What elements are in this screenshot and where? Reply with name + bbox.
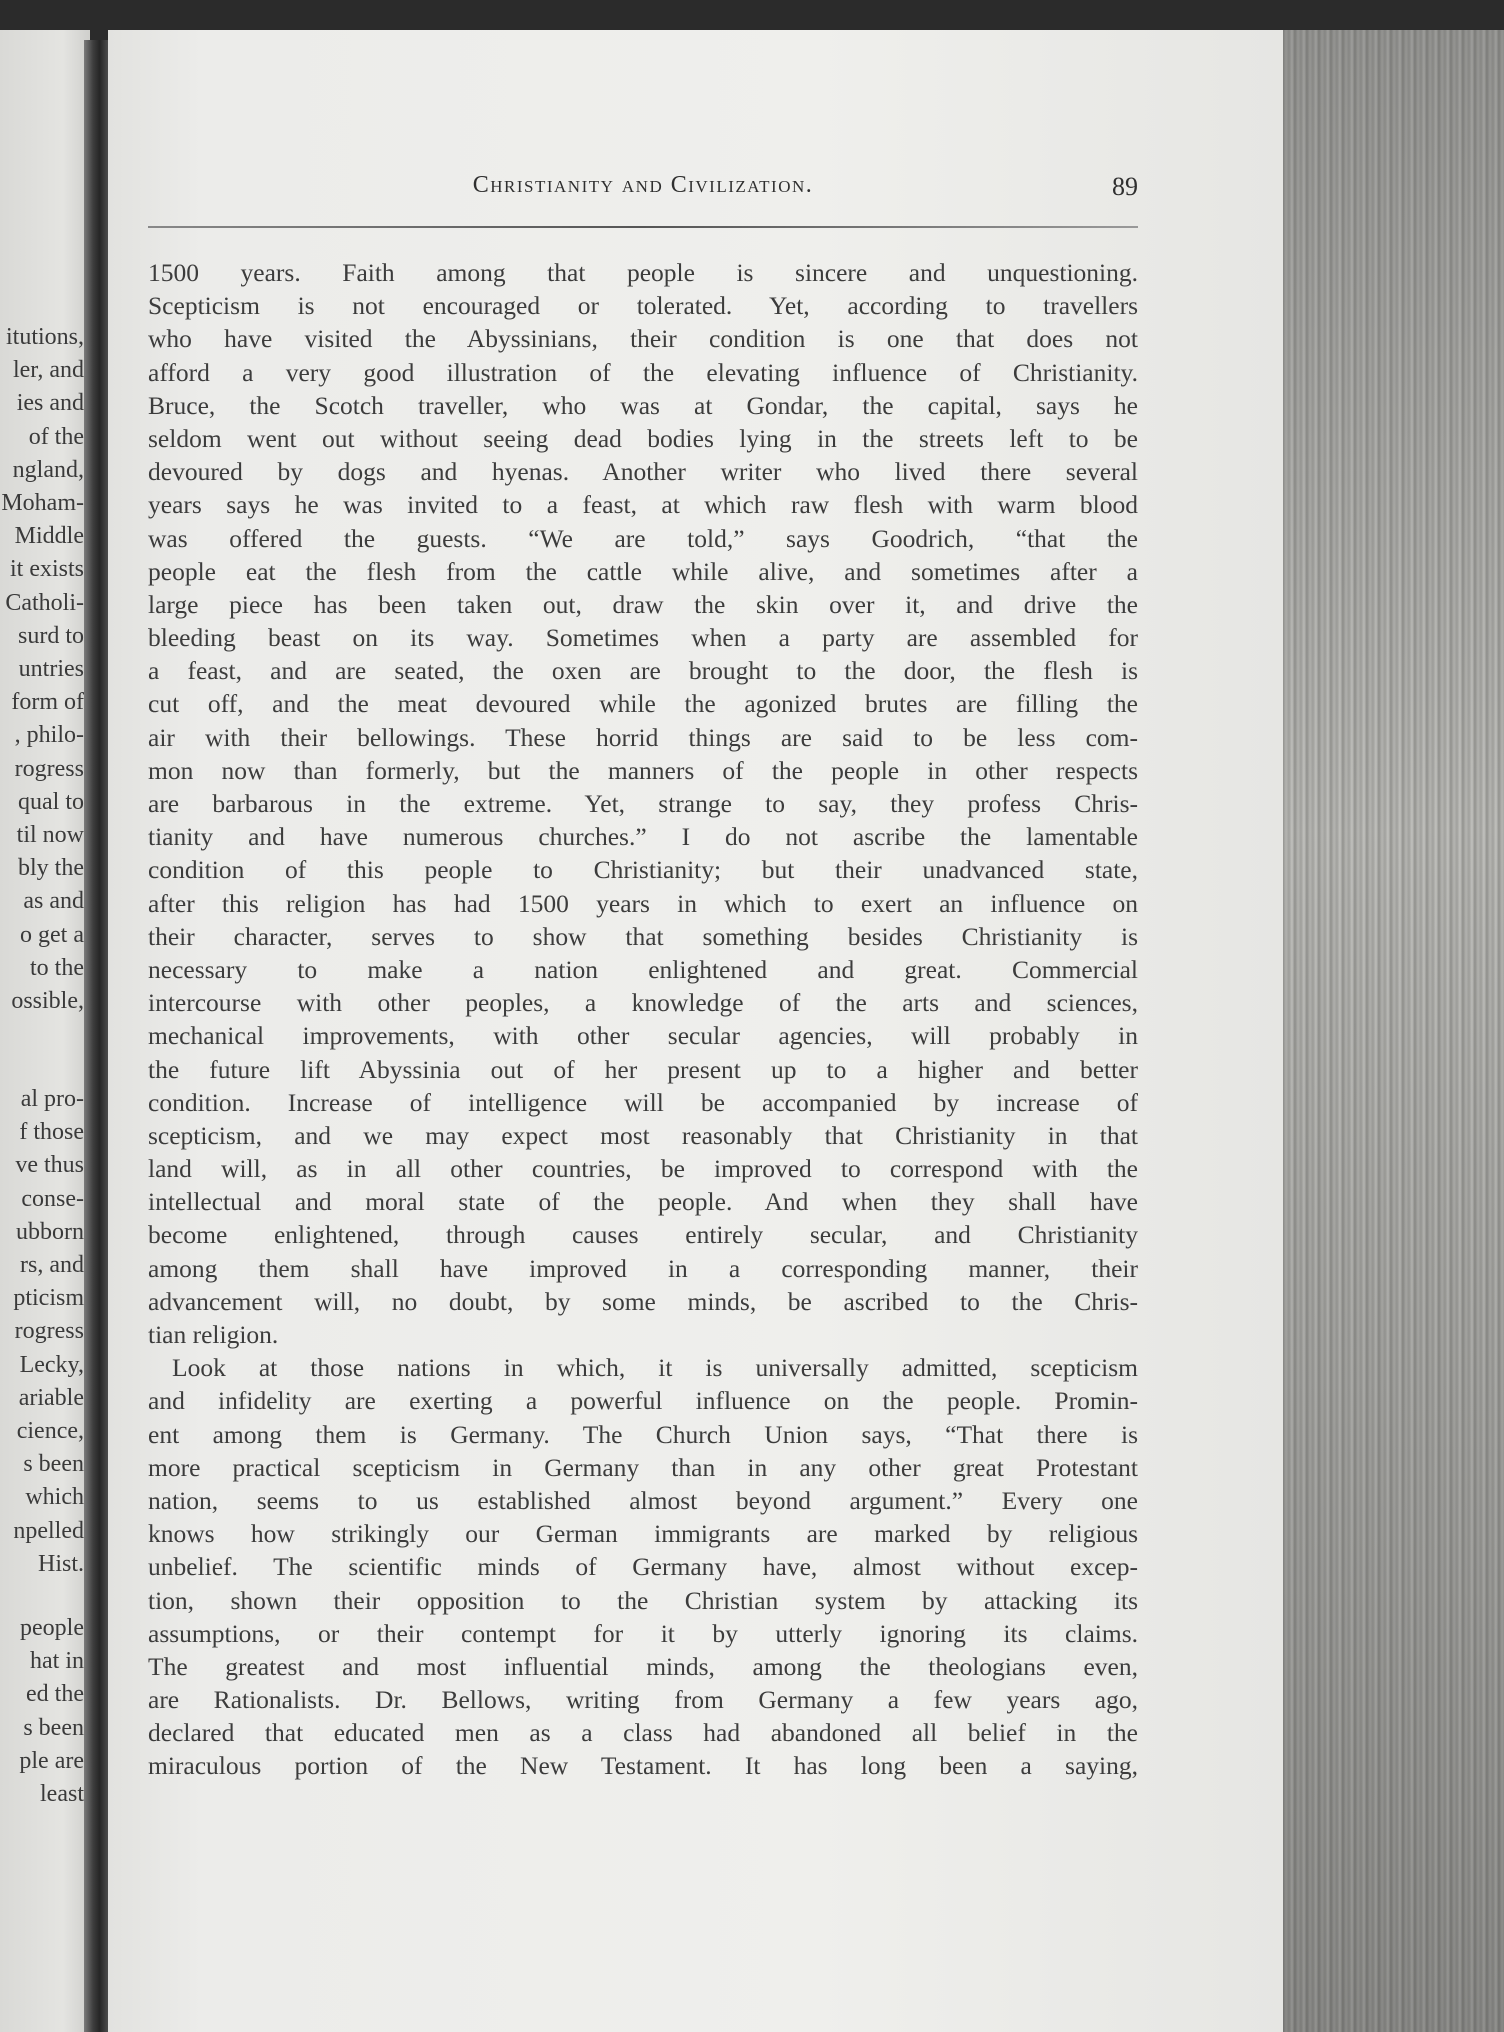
text-line: and infidelity are exerting a powerful influence on the people. Promin-	[148, 1386, 1138, 1416]
facing-page-line: npelled	[13, 1517, 84, 1544]
facing-page-line: rogress	[14, 755, 84, 782]
text-line: mon now than formerly, but the manners of the people in other respects	[148, 755, 1138, 785]
text-line: mechanical improvements, with other secular agencies, will probably in	[148, 1021, 1138, 1051]
facing-page-line: surd to	[18, 622, 84, 649]
facing-page-line: al pro-	[20, 1086, 84, 1112]
facing-page-line: least	[40, 1781, 84, 1808]
facing-page-line: Middle	[14, 523, 84, 550]
running-title: Christianity and Civilization.	[472, 172, 814, 198]
text-line: devoured by dogs and hyenas. Another writer who lived there several	[148, 457, 1138, 487]
text-line: tion, shown their opposition to the Christian system by attacking its	[148, 1585, 1138, 1615]
facing-page-line: , philo-	[14, 722, 84, 749]
text-line: necessary to make a nation enlightened and great. Commercial	[148, 954, 1138, 984]
text-line: bleeding beast on its way. Sometimes when a party are assembled for	[148, 623, 1138, 653]
text-line: their character, serves to show that something besides Christianity is	[148, 921, 1138, 951]
facing-page-line: s been	[23, 1451, 84, 1478]
text-line: was offered the guests. “We are told,” says Goodrich, “that the	[148, 523, 1138, 553]
facing-page-line: ariable	[18, 1384, 84, 1411]
text-line: condition of this people to Christianity; but their unadvanced state,	[148, 855, 1138, 885]
text-line: condition. Increase of intelligence will be accompanied by increase of	[148, 1087, 1138, 1117]
facing-page-line: f those	[19, 1119, 84, 1146]
facing-page-line: ubborn	[16, 1218, 84, 1245]
facing-page-line: qual to	[18, 788, 84, 815]
facing-page-line: pticism	[13, 1285, 84, 1312]
facing-page-fragments-1	[1, 321, 84, 1018]
text-line: seldom went out without seeing dead bodies lying in the streets left to be	[148, 423, 1138, 453]
facing-page-fragments-3	[19, 1612, 84, 1811]
facing-page-line: s been	[23, 1714, 84, 1741]
text-line: the future lift Abyssinia out of her present up to a higher and better	[148, 1054, 1138, 1084]
facing-page-line: til now	[16, 822, 84, 849]
text-line: 1500 years. Faith among that people is sincere and unquestioning.	[148, 258, 1138, 287]
text-line: scepticism, and we may expect most reasonably that Christianity in that	[148, 1120, 1138, 1150]
text-line: Scepticism is not encouraged or tolerated. Yet, according to travellers	[148, 291, 1138, 321]
text-line: assumptions, or their contempt for it by utterly ignoring its claims.	[148, 1618, 1138, 1648]
facing-page-line: rogress	[14, 1318, 84, 1345]
text-line: more practical scepticism in Germany than in any other great Protestant	[148, 1452, 1138, 1482]
text-line: years says he was invited to a feast, at which raw flesh with warm blood	[148, 490, 1138, 520]
text-line: ent among them is Germany. The Church Union says, “That there is	[148, 1419, 1138, 1449]
facing-page-line: ossible,	[11, 988, 84, 1015]
text-line: declared that educated men as a class had abandoned all belief in the	[148, 1718, 1138, 1748]
text-line: are barbarous in the extreme. Yet, strange to say, they profess Chris-	[148, 789, 1138, 818]
facing-page-line: it exists	[9, 556, 84, 583]
text-line: cut off, and the meat devoured while the agonized brutes are filling the	[148, 689, 1138, 719]
text-line: Bruce, the Scotch traveller, who was at Gondar, the capital, says he	[148, 390, 1138, 420]
facing-page-line: bly the	[18, 855, 84, 882]
text-line: who have visited the Abyssinians, their condition is one that does not	[148, 324, 1138, 354]
facing-page-line: Catholi-	[5, 589, 84, 616]
facing-page-line: hat in	[30, 1648, 84, 1675]
facing-page-line: to the	[30, 954, 84, 981]
facing-page-line: ler, and	[12, 357, 84, 384]
text-line: nation, seems to us established almost beyond argument.” Every one	[148, 1485, 1138, 1515]
facing-page-line: cience,	[16, 1418, 84, 1445]
body-text	[148, 256, 1138, 1783]
facing-page-line: ple are	[19, 1747, 84, 1774]
facing-page-line: of the	[28, 423, 84, 450]
text-line: among them shall have improved in a corresponding manner, their	[148, 1253, 1138, 1283]
facing-page-line: ed the	[26, 1681, 84, 1708]
header-rule	[148, 226, 1138, 228]
facing-page-line: form of	[11, 689, 84, 716]
page-number: 89	[1112, 172, 1138, 201]
facing-page-line: Hist.	[37, 1550, 84, 1577]
text-line: The greatest and most influential minds, among the theologians even,	[148, 1651, 1138, 1681]
facing-page-line: people	[20, 1615, 84, 1641]
facing-page-line: Lecky,	[19, 1351, 84, 1378]
text-line: people eat the flesh from the cattle while alive, and sometimes after a	[148, 556, 1138, 586]
text-line: intercourse with other peoples, a knowledge of the arts and sciences,	[148, 988, 1138, 1018]
facing-page-line: ies and	[16, 390, 84, 417]
text-line: unbelief. The scientific minds of Germany have, almost without excep-	[148, 1552, 1138, 1582]
text-line: air with their bellowings. These horrid things are said to be less com-	[148, 722, 1138, 752]
text-line: afford a very good illustration of the elevating influence of Christianity.	[148, 357, 1138, 387]
text-line: miraculous portion of the New Testament. It has long been a saying,	[148, 1751, 1138, 1781]
facing-page-line: itutions,	[5, 324, 84, 350]
facing-page-line: conse-	[21, 1185, 84, 1212]
book-page-edges	[1283, 30, 1504, 2032]
facing-page-line: which	[25, 1484, 84, 1511]
text-line: are Rationalists. Dr. Bellows, writing from Germany a few years ago,	[148, 1685, 1138, 1715]
facing-page-line: rs, and	[20, 1252, 84, 1279]
facing-page-fragments-2	[13, 1083, 84, 1581]
text-line: intellectual and moral state of the people. And when they shall have	[148, 1187, 1138, 1217]
text-line: advancement will, no doubt, by some minds, be ascribed to the Chris-	[148, 1286, 1138, 1316]
text-line: knows how strikingly our German immigrants are marked by religious	[148, 1519, 1138, 1549]
facing-page-line: o get a	[20, 921, 84, 948]
paragraph-1	[148, 256, 1138, 1351]
facing-page-line: ngland,	[12, 456, 84, 483]
text-line: Look at those nations in which, it is universally admitted, scepticism	[172, 1353, 1138, 1383]
paragraph-2	[148, 1351, 1138, 1782]
text-line: after this religion has had 1500 years in which to exert an influence on	[148, 888, 1138, 918]
facing-page-line: Moham-	[1, 490, 84, 517]
text-line: a feast, and are seated, the oxen are brought to the door, the flesh is	[148, 656, 1138, 686]
facing-page-line: as and	[23, 888, 84, 915]
text-line: large piece has been taken out, draw the skin over it, and drive the	[148, 589, 1138, 619]
text-line: tian religion.	[148, 1320, 279, 1349]
book-gutter	[84, 40, 110, 2032]
facing-page-line: untries	[18, 656, 84, 683]
facing-page-line: ve thus	[15, 1152, 84, 1179]
facing-page-edge	[0, 30, 90, 2032]
text-line: become enlightened, through causes entirely secular, and Christianity	[148, 1220, 1138, 1250]
text-line: land will, as in all other countries, be improved to correspond with the	[148, 1154, 1138, 1184]
page-header	[148, 172, 1138, 212]
text-line: tianity and have numerous churches.” I do not ascribe the lamentable	[148, 822, 1138, 852]
